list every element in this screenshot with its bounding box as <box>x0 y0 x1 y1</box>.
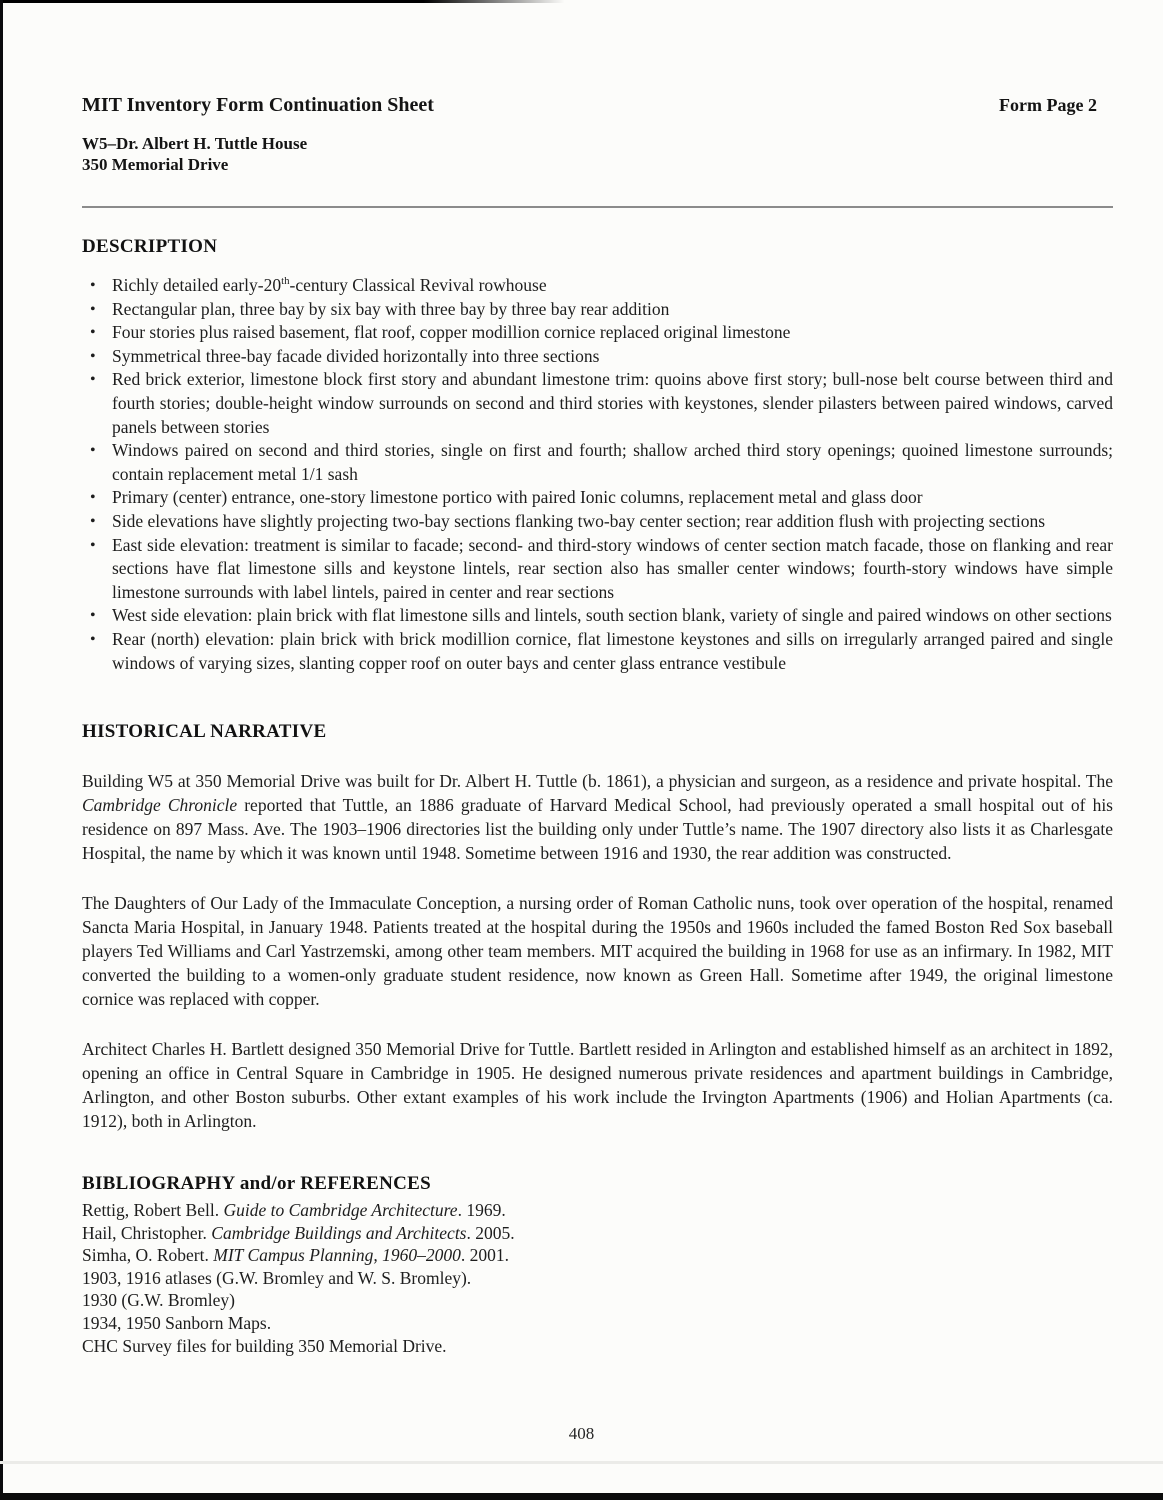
text-run: Primary (center) entrance, one-story limestone portico with paired Ionic columns, replacement metal and glass door <box>112 487 923 508</box>
historical-narrative-heading: HISTORICAL NARRATIVE <box>82 721 327 743</box>
text-run: 1930 (G.W. Bromley) <box>82 1290 235 1311</box>
description-bullet <box>82 510 1113 534</box>
bibliography-entry <box>82 1222 1113 1245</box>
description-bullet <box>82 628 1113 675</box>
description-bullet <box>82 298 1113 322</box>
italic-text: Guide to Cambridge Architecture <box>223 1200 458 1221</box>
page-number: 408 <box>568 1424 595 1443</box>
text-run: Symmetrical three-bay facade divided horizontally into three sections <box>112 345 600 366</box>
description-bullet <box>82 486 1113 510</box>
description-heading: DESCRIPTION <box>82 236 218 257</box>
bibliography-entry <box>82 1199 1113 1222</box>
description-bullet <box>82 274 1113 298</box>
scan-edge-top <box>0 0 565 3</box>
document-content <box>82 94 1113 1357</box>
text-run: Windows paired on second and third stories, single on first and fourth; shallow arched third story openings; quoined limestone surrounds; contain replacement metal 1/1 sash <box>112 440 1113 484</box>
building-name: W5–Dr. Albert H. Tuttle House <box>82 134 308 153</box>
text-run: -century Classical Revival rowhouse <box>289 275 547 295</box>
text-run: Rectangular plan, three bay by six bay with three bay by three bay rear addition <box>112 298 670 319</box>
bibliography-entry <box>82 1312 1113 1335</box>
text-run: East side elevation: treatment is similar to facade; second- and third-story windows of center section match facade, those on flanking and rear sections have flat limestone sills and keystone lintels, rear section also has smaller center windows; fourth-story windows have simple limestone surrounds with label lintels, paired in center and rear sections <box>112 534 1113 602</box>
text-run: . 2005. <box>466 1222 515 1243</box>
form-page-label: Form Page 2 <box>999 95 1097 115</box>
description-bullet <box>82 604 1113 628</box>
text-run: The Daughters of Our Lady of the Immaculate Conception, a nursing order of Roman Catholic nuns, took over operation of the hospital, renamed Sancta Maria Hospital, in January 1948. Patients treated at the hospital during the 1950s and 1960s included the famed Boston Red Sox baseball players Ted Williams and Carl Yastrzemski, among other team members. MIT acquired the building in 1968 for use as an infirmary. In 1982, MIT converted the building to a women-only graduate student residence, now known as Green Hall. Sometime after 1949, the original limestone cornice was replaced with copper. <box>82 893 1113 1010</box>
bibliography-entry <box>82 1267 1113 1290</box>
text-run: Richly detailed early-20 <box>112 275 282 295</box>
scan-edge-bottom-line <box>0 1461 1163 1464</box>
text-run: Building W5 at 350 Memorial Drive was built for Dr. Albert H. Tuttle (b. 1861), a physician and surgeon, as a residence and private hospital. The <box>82 771 1113 792</box>
text-run: 1934, 1950 Sanborn Maps. <box>82 1313 272 1334</box>
bibliography-heading: BIBLIOGRAPHY and/or REFERENCES <box>82 1173 431 1195</box>
text-run: Red brick exterior, limestone block first story and abundant limestone trim: quoins above first story; bull-nose belt course between third and fourth stories; double-height window surrounds on second and third stories with keystones, slender pilasters between paired windows, carved panels between stories <box>112 369 1113 437</box>
description-bullet <box>82 321 1113 345</box>
text-run: CHC Survey files for building 350 Memorial Drive. <box>82 1335 447 1356</box>
bibliography-entry <box>82 1244 1113 1267</box>
text-run: Rear (north) elevation: plain brick with brick modillion cornice, flat limestone keystones and sills on irregularly arranged paired and single windows of varying sizes, slanting copper roof on outer bays and center glass entrance vestibule <box>112 628 1113 673</box>
historical-narrative-body <box>82 769 1113 1133</box>
description-bullet <box>82 534 1113 605</box>
building-address: 350 Memorial Drive <box>82 155 229 174</box>
description-bullet <box>82 439 1113 486</box>
scan-edge-left <box>0 0 3 1500</box>
italic-text: MIT Campus Planning, 1960–2000 <box>213 1245 461 1266</box>
text-run: . 2001. <box>460 1245 509 1266</box>
document-title: MIT Inventory Form Continuation Sheet <box>82 94 434 116</box>
text-run: 1903, 1916 atlases (G.W. Bromley and W. S. Bromley). <box>82 1267 472 1288</box>
superscript-text: th <box>281 275 290 288</box>
text-run: . 1969. <box>457 1200 506 1221</box>
text-run: West side elevation: plain brick with flat limestone sills and lintels, south section blank, variety of single and paired windows on other sections <box>112 605 1112 626</box>
italic-text: Cambridge Buildings and Architects <box>211 1222 467 1243</box>
scan-edge-bottom-bar <box>0 1493 1163 1500</box>
italic-text: Cambridge Chronicle <box>82 795 238 816</box>
text-run: Simha, O. Robert. <box>82 1245 214 1266</box>
narrative-paragraph <box>82 1037 1113 1133</box>
document-header <box>82 94 1113 117</box>
text-run: Hail, Christopher. <box>82 1222 212 1243</box>
description-bullet <box>82 368 1113 439</box>
bibliography-entry <box>82 1335 1113 1358</box>
text-run: Four stories plus raised basement, flat roof, copper modillion cornice replaced original limestone <box>112 322 791 343</box>
narrative-paragraph <box>82 891 1113 1011</box>
text-run: reported that Tuttle, an 1886 graduate of Harvard Medical School, had previously operated a small hospital out of his residence on 897 Mass. Ave. The 1903–1906 directories list the building only under Tuttle’s name. The 1907 directory also lists it as Charlesgate Hospital, the name by which it was known until 1948. Sometime between 1916 and 1930, the rear addition was constructed. <box>82 795 1113 864</box>
property-identification <box>82 133 1113 175</box>
text-run: Side elevations have slightly projecting two-bay sections flanking two-bay center section; rear addition flush with projecting sections <box>112 510 1046 531</box>
text-run: Architect Charles H. Bartlett designed 350 Memorial Drive for Tuttle. Bartlett resided in Arlington and established himself as an architect in 1892, opening an office in Central Square in Cambridge in 1905. He designed numerous private residences and apartment buildings in Cambridge, Arlington, and other Boston suburbs. Other extant examples of his work include the Irvington Apartments (1906) and Holian Apartments (ca. 1912), both in Arlington. <box>82 1039 1113 1132</box>
bibliography-entry <box>82 1289 1113 1312</box>
text-run: Rettig, Robert Bell. <box>82 1200 224 1221</box>
header-divider <box>82 206 1113 208</box>
bibliography-list <box>82 1199 1113 1357</box>
description-bullet <box>82 345 1113 369</box>
description-bullet-list <box>82 274 1113 675</box>
narrative-paragraph <box>82 769 1113 865</box>
